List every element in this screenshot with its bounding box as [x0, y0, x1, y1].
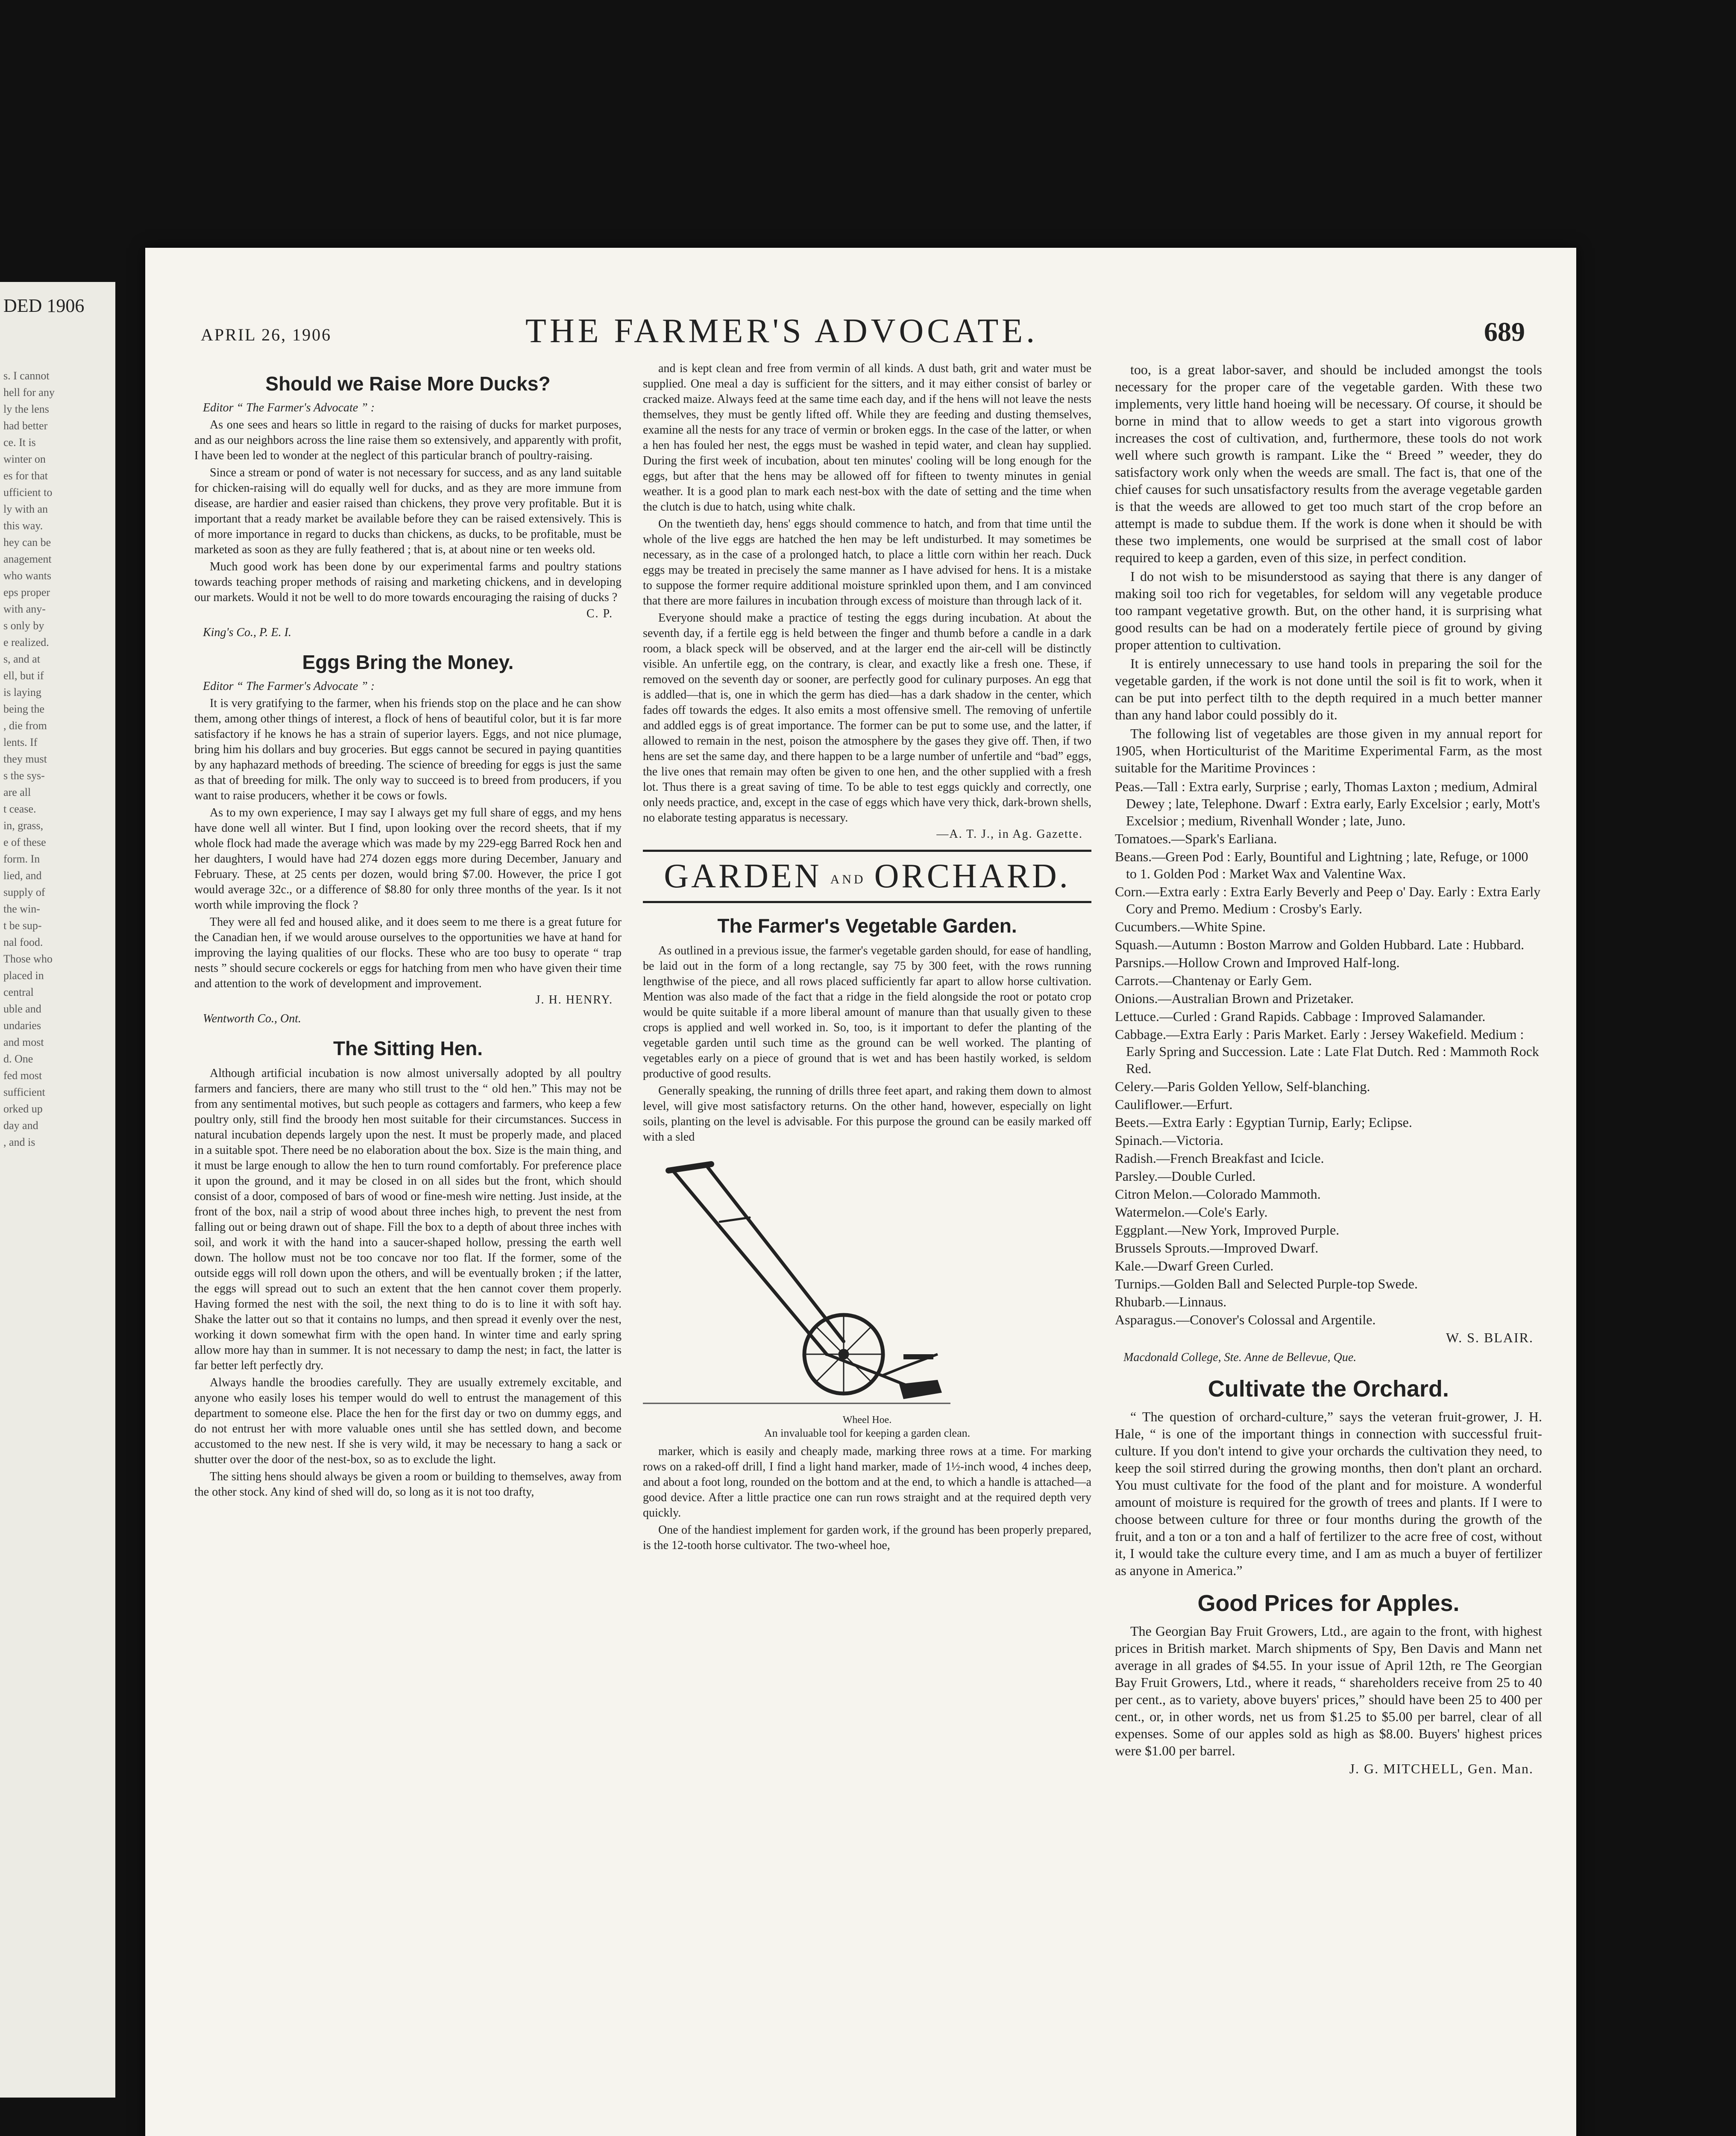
list-item: Peas.—Tall : Extra early, Surprise ; early, Thomas Laxton ; medium, Admiral Dewey ; late, Telephone. Dwarf : Extra early, Early Excelsior ; early, Mott's Excelsior ; medium, Rivenhall Wonder ; late, Juno. — [1115, 779, 1540, 828]
paragraph: The Georgian Bay Fruit Growers, Ltd., are again to the front, with highest prices in British market. March shipments of Spy, Ben Davis and Mann net average in all grades of $4.55. In your issue of April 12th, re The Georgian Bay Fruit Growers, Ltd., where it reads, “ shareholders receive from 25 to 40 per cent., as to variety, above buyers' prices,” should have been 25 to 400 per cent., or, in other words, net us from $1.25 to $5.00 per barrel, clear of all expenses. Some of our apples sold as high as $8.00. Buyers' highest prices were $1.00 per barrel. — [1115, 1623, 1542, 1758]
page-number: 689 — [1484, 317, 1525, 347]
paragraph: On the twentieth day, hens' eggs should commence to hatch, and from that time until the whole of the live eggs are hatched the hen may be left undisturbed. It may sometimes be necessary, as in the case of a prolonged hatch, to place a little corn within her reach. Duck eggs may be treated in precisely the same manner as I have advised for hens. It is a mistake to suppose the former require additional moisture sprinkled upon them, and I am convinced that there are more failures in incubation through excess of moisture than through lack of it. — [643, 517, 1091, 607]
location: Wentworth Co., Ont. — [203, 1012, 301, 1025]
paragraph: I do not wish to be misunderstood as saying that there is any danger of making soil too rich for vegetables, for seldom will any vegetable produce too rampant vegetative growth. But, on the other hand, it is surprising what good results can be had on a moderately fertile piece of ground by giving proper attention to cultivation. — [1115, 569, 1542, 652]
location: King's Co., P. E. I. — [203, 626, 291, 639]
signature: W. S. BLAIR. — [1446, 1330, 1534, 1345]
figure-label: Wheel Hoe. — [842, 1414, 892, 1426]
paragraph: Generally speaking, the running of drills three feet apart, and raking them down to almost level, will give most satisfactory returns. On the other hand, however, especially on light soils, planting on the level is advisable. For this purpose the ground can be easily marked off with a sled — [643, 1084, 1091, 1144]
paragraph: It is very gratifying to the farmer, when his friends stop on the place and he can show them, among other things of interest, a flock of hens of beautiful color, but it is far more satisfactory if he knows he has a strain of superior layers. Eggs, and not nice plumage, bring him his dollars and buy groceries. But eggs cannot be secured in paying quantities by any haphazard methods of breeding. The science of breeding for eggs is just the same as that of breeding for milk. The only way to succeed is to breed from producers, if you want to raise producers, whether it be cows or fowls. — [194, 697, 622, 802]
list-item: Citron Melon.—Colorado Mammoth. — [1115, 1186, 1321, 1202]
paragraph: As to my own experience, I may say I always get my full share of eggs, and my hens have done well all winter. But I find, upon looking over the record sheets, that if my whole flock had made the average which was made by my 229-egg Barred Rock hen and her daughters, I would have had 274 dozen eggs more during December, January and February. These, at 25 cents per dozen, would bring $7.00. However, the price I got would average 32c., or a difference of $8.80 for only three months of the year. Is it not worth while improving the flock ? — [194, 806, 622, 912]
paragraph: Much good work has been done by our experimental farms and poultry stations towards teaching proper methods of raising and marketing chickens, and in developing our markets. Would it not be well to do more towards encouraging the raising of ducks ? — [194, 560, 622, 604]
list-item: Parsnips.—Hollow Crown and Improved Half-long. — [1115, 955, 1400, 970]
figure-caption: An invaluable tool for keeping a garden clean. — [764, 1427, 971, 1439]
location: Macdonald College, Ste. Anne de Bellevue, Que. — [1123, 1351, 1357, 1364]
vegetable-list — [1115, 778, 1542, 1328]
previous-page-header: DED 1906 — [3, 295, 85, 316]
list-item: Radish.—French Breakfast and Icicle. — [1115, 1150, 1324, 1166]
wheel-hoe-illustration — [643, 1153, 950, 1410]
list-item: Spinach.—Victoria. — [1115, 1133, 1224, 1148]
list-item: Beets.—Extra Early : Egyptian Turnip, Early; Eclipse. — [1115, 1115, 1412, 1130]
section-banner — [643, 850, 1091, 903]
column-1 — [194, 361, 622, 2136]
article-heading-apple-prices: Good Prices for Apples. — [1197, 1590, 1460, 1616]
publication-title: THE FARMER'S ADVOCATE. — [525, 312, 1038, 350]
paragraph: marker, which is easily and cheaply made, marking three rows at a time. For marking rows on a raked-off drill, I find a light hand marker, made of 1½-inch wood, 4 inches deep, and about a foot long, rounded on the bottom and at the end, to which a handle is attached—a good device. After a little practice one can run rows straight and at the required depth very quickly. — [643, 1445, 1091, 1520]
previous-page-edge — [0, 282, 115, 2098]
list-item: Corn.—Extra early : Extra Early Beverly and Peep o' Day. Early : Extra Early Cory and Premo. Medium : Crosby's Early. — [1115, 884, 1541, 916]
paragraph: It is entirely unnecessary to use hand tools in preparing the soil for the vegetable garden, if the work is not done until the soil is fit to work, when it can be put into perfect tilth to the depth required in a much better manner than any hand labor could possibly do it. — [1115, 656, 1542, 722]
paragraph: The sitting hens should always be given a room or building to themselves, away from the other stock. Any kind of shed will do, so long as it is not too drafty, — [194, 1470, 622, 1499]
list-item: Squash.—Autumn : Boston Marrow and Golden Hubbard. Late : Hubbard. — [1115, 937, 1525, 952]
list-item: Turnips.—Golden Ball and Selected Purple-top Swede. — [1115, 1276, 1418, 1291]
signature: J. H. HENRY. — [535, 993, 613, 1006]
list-item: Asparagus.—Conover's Colossal and Argentile. — [1115, 1312, 1376, 1327]
editor-salutation: Editor “ The Farmer's Advocate ” : — [203, 401, 375, 414]
paragraph: One of the handiest implement for garden work, if the ground has been properly prepared, is the 12-tooth horse cultivator. The two-wheel hoe, — [643, 1523, 1091, 1552]
banner-word-garden: GARDEN — [664, 857, 822, 895]
masthead — [201, 312, 1525, 350]
list-item: Lettuce.—Curled : Grand Rapids. Cabbage : Improved Salamander. — [1115, 1009, 1486, 1024]
article-heading-eggs: Eggs Bring the Money. — [302, 651, 514, 673]
signature: C. P. — [586, 607, 613, 620]
list-item: Carrots.—Chantenay or Early Gem. — [1115, 973, 1312, 988]
previous-page-text: s. I cannot hell for any ly the lens had better ce. It is winter on es for that ufficient to ly with an this way. hey can be anagement who wants eps proper with any- s only by e realized. s, and at ell, but if is laying being the , die from lents. If they must s the sys- are all t cease. in, grass, e of these form. In lied, and supply of the win- t be sup- nal food. Those who placed in central uble and undaries and most d. One fed most sufficient orked up day and , and is — [3, 370, 55, 1148]
list-item: Rhubarb.—Linnaus. — [1115, 1294, 1227, 1309]
attribution: —A. T. J., in Ag. Gazette. — [936, 827, 1083, 841]
newspaper-page — [145, 248, 1576, 2136]
paragraph: “ The question of orchard-culture,” says the veteran fruit-grower, J. H. Hale, “ is one of the important things in connection with successful fruit-culture. If you don't intend to give your orchards the cultivation they need, to keep the soil stirred during the growing months, then don't plant an orchard. You must cultivate for the food of the plant and for moisture. A wonderful amount of moisture is required for the growth of trees and plants. If I were to choose between culture for three or four months during the growth of the fruit, and a ton or a ton and a half of fertilizer to the acre free of cost, without it, I would take the culture every time, and I am as much a buyer of fertilizer as anyone in America.” — [1115, 1409, 1542, 1578]
paragraph: The following list of vegetables are those given in my annual report for 1905, when Horticulturist of the Maritime Experimental Farm, as the most suitable for the Maritime Provinces : — [1115, 726, 1542, 775]
banner-and: AND — [830, 872, 866, 886]
article-heading-vegetable-garden: The Farmer's Vegetable Garden. — [717, 915, 1017, 937]
editor-salutation: Editor “ The Farmer's Advocate ” : — [203, 680, 375, 693]
list-item: Parsley.—Double Curled. — [1115, 1168, 1256, 1184]
list-item: Celery.—Paris Golden Yellow, Self-blanching. — [1115, 1079, 1370, 1094]
article-heading-cultivate-orchard: Cultivate the Orchard. — [1208, 1376, 1449, 1402]
list-item: Brussels Sprouts.—Improved Dwarf. — [1115, 1240, 1319, 1256]
paragraph: Although artificial incubation is now almost universally adopted by all poultry farmers and fanciers, there are many who still trust to the “ old hen.” This may not be from any sentimental motives, but such people as cottagers and farmers, who keep a few poultry only, still find the broody hen most suitable for their circumstances. Success in natural incubation depends largely upon the nest. It must be properly made, and placed in a suitable spot. There need be no elaboration about the box. Size is the main thing, and it must be large enough to allow the hen to turn round comfortably. For preference place it upon the ground, and it may be closed in on all sides but the front, which should consist of a door, composed of bars of wood or fine-mesh wire netting. Just inside, at the front of the box, nail a strip of wood about three inches high, to prevent the nest from falling out or being drawn out of shape. Fill the box to a depth of about three inches with soil, and work it with the hand into a saucer-shaped hollow, pressing the earth well down. The hollow must not be too concave nor too flat. If the former, some of the outside eggs will roll down upon the others, and will be eventually broken ; if the latter, the eggs will spread out to such an extent that the hen cannot cover them properly. Having formed the nest with the soil, the next thing to do is to line it with soft hay. Shake the latter out so that it contains no lumps, and then spread it evenly over the nest, working it down somewhat firm with the open hand. In winter time and early spring allow more hay than in summer. It is not necessary to damp the nest; in fact, the latter is far better left perfectly dry. — [194, 1067, 622, 1372]
signature: J. G. MITCHELL, Gen. Man. — [1349, 1761, 1534, 1776]
paragraph: too, is a great labor-saver, and should be included amongst the tools necessary for the proper care of the vegetable garden. With these two implements, very little hand hoeing will be necessary. Of course, it should be borne in mind that to allow weeds to get a start into vigorous growth increases the cost of cultivation, and, furthermore, these tools do not work well where such growth is rampant. Like the “ Breed ” weeder, they do satisfactory work only when the weeds are small. The fact is, that one of the chief causes for such unsatisfactory results from the average vegetable garden is that the weeds are allowed to get too much start of the crop before an attempt is made to subdue them. If the work is done when it should be with these two implements, one would be surprised at the small cost of labor required to keep a garden, even of this size, in perfect condition. — [1115, 362, 1542, 565]
list-item: Beans.—Green Pod : Early, Bountiful and Lightning ; late, Refuge, or 1000 to 1. Golden Pod : Market Wax and Valentine Wax. — [1115, 849, 1528, 881]
paragraph: Since a stream or pond of water is not necessary for success, and as any land suitable for chicken-raising will do equally well for ducks, and as they are more immune from disease, are hardier and easier raised than chickens, they prove very profitable. But it is important that a ready market be available before they can be raised extensively. This is of more importance in regard to ducks than chickens, as ducks, to be profitable, must be marketed as soon as they are fully feathered ; that is, at about nine or ten weeks old. — [194, 466, 622, 556]
list-item: Kale.—Dwarf Green Curled. — [1115, 1258, 1274, 1273]
issue-date: APRIL 26, 1906 — [201, 325, 332, 344]
paragraph: and is kept clean and free from vermin of all kinds. A dust bath, grit and water must be supplied. One meal a day is sufficient for the sitters, and it may either consist of barley or cracked maize. Always feed at the same time each day, and if the hens will not leave the nests themselves, they must be gently lifted off. While they are feeding and dusting themselves, examine all the nests for any trace of vermin or broken eggs. In the case of the latter, or when a hen has fouled her nest, the eggs must be washed in tepid water, and clean hay supplied. During the first week of incubation, about ten minutes' cooling will be long enough for the eggs, but after that the hens may be allowed off for fifteen to twenty minutes in genial weather. It is a good plan to mark each nest-box with the date of setting and the time when the clutch is due to hatch, using white chalk. — [643, 362, 1091, 513]
column-2 — [643, 361, 1091, 2136]
list-item: Cucumbers.—White Spine. — [1115, 919, 1266, 934]
paragraph: As outlined in a previous issue, the farmer's vegetable garden should, for ease of handling, be laid out in the form of a long rectangle, say 75 by 300 feet, with the rows running lengthwise of the piece, and all rows placed sufficiently far apart to allow horse cultivation. Mention was also made of the fact that a ridge in the field alongside the root or potato crop would be quite suitable if a more liberal amount of manure than that usually given to these crops is applied and well worked in. So, too, is it important to defer the planting of the vegetable garden until such time as the ground can be well worked. The planting of vegetables early on a piece of ground that is wet and has been hastily worked, is seldom productive of good results. — [643, 944, 1091, 1080]
list-item: Onions.—Australian Brown and Prizetaker. — [1115, 991, 1354, 1006]
paragraph: Everyone should make a practice of testing the eggs during incubation. At about the seventh day, if a fertile egg is held between the finger and thumb before a candle in a dark room, a black speck will be observed, and at the larger end the air-cell will be distinctly visible. An unfertile egg, on the contrary, is clear, and exactly like a fresh one. These, if removed on the seventh day or sooner, are perfectly good for culinary purposes. An egg that is addled—that is, one in which the germ has died—has a dark shadow in the center, which fades off towards the edges. It also emits a most offensive smell. The removing of unfertile and addled eggs is of great importance. The former can be put to some use, and the latter, if allowed to remain in the nest, poison the atmosphere by the gases they give off. Then, if two hens are set the same day, and there happen to be a large number of unfertile and “bad” eggs, the live ones that remain may often be given to one hen, and the other supplied with a fresh lot. Thus there is a great saving of time. To be able to test eggs quickly and correctly, one only needs practice, and, except in the case of eggs which have very thick, dark-brown shells, no elaborate testing apparatus is necessary. — [643, 611, 1091, 824]
paragraph: Always handle the broodies carefully. They are usually extremely excitable, and anyone who easily loses his temper would do well to entrust the management of this department to someone else. Place the hen for the first day or two on dummy eggs, and do not entrust her with more valuable ones until she has settled down, and become accustomed to the new nest. If she is very wild, it may be necessary to hang a sack or shutter over the door of the nest-box, so as to exclude the light. — [194, 1376, 622, 1466]
paragraph: They were all fed and housed alike, and it does seem to me there is a great future for the Canadian hen, if we would arouse ourselves to the opportunities we have at hand for improving the laying qualities of our flocks. These who are too busy to operate “ trap nests ” should secure cockerels or eggs for hatching from men who have given their time and attention to the work of development and improvement. — [194, 915, 622, 990]
banner-word-orchard: ORCHARD. — [874, 857, 1070, 895]
list-item: Cabbage.—Extra Early : Paris Market. Early : Jersey Wakefield. Medium : Early Spring and Succession. Late : Late Flat Dutch. Red : Mammoth Rock Red. — [1115, 1027, 1539, 1076]
list-item: Watermelon.—Cole's Early. — [1115, 1204, 1268, 1220]
list-item: Eggplant.—New York, Improved Purple. — [1115, 1222, 1340, 1238]
list-item: Cauliflower.—Erfurt. — [1115, 1097, 1233, 1112]
article-heading-ducks: Should we Raise More Ducks? — [265, 373, 551, 395]
column-3 — [1115, 361, 1542, 2136]
list-item: Tomatoes.—Spark's Earliana. — [1115, 831, 1277, 846]
paragraph: As one sees and hears so little in regard to the raising of ducks for market purposes, and as our neighbors across the line raise them so extensively, and apparently with profit, I have been led to wonder at the neglect of this particular branch of poultry-raising. — [194, 418, 622, 462]
article-heading-sitting-hen: The Sitting Hen. — [333, 1037, 483, 1059]
